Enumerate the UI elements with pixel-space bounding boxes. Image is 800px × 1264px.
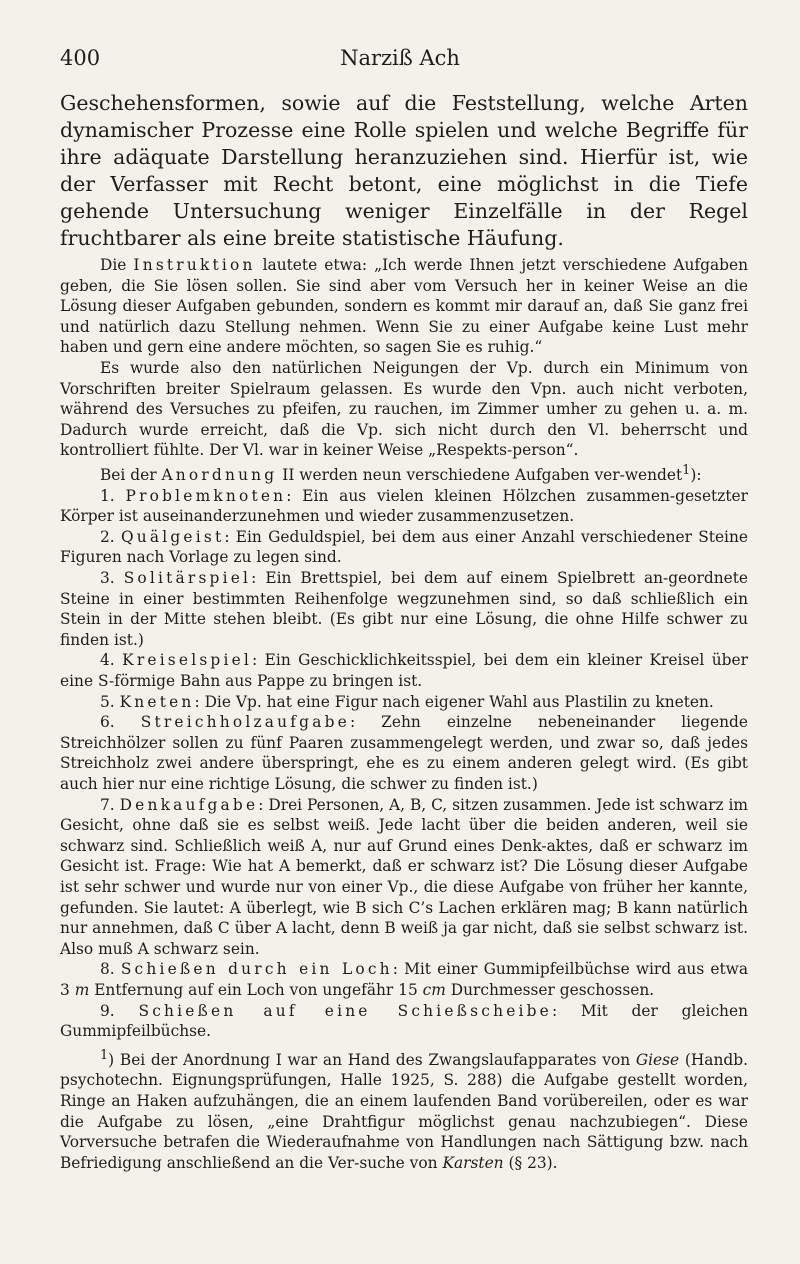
- item-text: Durchmesser geschossen.: [445, 980, 655, 999]
- list-item: [60, 650, 748, 691]
- item-number: 2.: [100, 527, 121, 546]
- spaced-term: Instruktion: [133, 256, 256, 274]
- footnote-text: ) Bei der Anordnung I war an Hand des Zwangslaufapparates von: [108, 1050, 636, 1069]
- author-name: Giese: [635, 1050, 680, 1069]
- item-text: : Zehn einzelne nebeneinander liegende Streichhölzer sollen zu fünf Paaren zusammengelegt werden, und zwar so, daß jedes Streichholz zwei andere überspringt, ehe es zu einem anderen gelegt wird. (Es gibt auch hier nur eine richtige Lösung, die schwer zu finden ist.): [60, 713, 748, 793]
- list-item: [60, 486, 748, 527]
- list-item: [60, 959, 748, 1000]
- spaced-term: Streichholzaufgabe: [140, 713, 350, 732]
- item-text: : Mit einer Gummipfeilbüchse wird aus etwa 3: [60, 960, 748, 999]
- footnote-text: (Handb. psychotechn. Eignungsprüfungen, Halle 1925, S. 288) die Aufgabe gestellt worden, Ringe an Haken aufzuhängen, die an einem laufenden Band vorübereilen, oder es war die Aufgabe zu lösen, „eine Drahtfigur möglichst genau nachzubiegen“. Diese Vorversuche betrafen die Wiederaufnahme von Handlungen nach Sättigung bzw. nach Befriedigung anschließend an die Ver-suche von: [60, 1050, 748, 1172]
- spaced-term: Schießen durch ein Loch: [120, 960, 393, 979]
- spaced-term: Solitärspiel: [123, 569, 252, 588]
- item-number: 8.: [100, 960, 121, 979]
- footnote: [60, 1046, 748, 1174]
- item-number: 3.: [100, 569, 124, 588]
- text-run: Die: [100, 256, 134, 274]
- page-number: 400: [60, 46, 101, 70]
- item-number: 7.: [100, 795, 120, 814]
- neigungen-paragraph: Es wurde also den natürlichen Neigungen der Vp. durch ein Minimum von Vorschriften breiter Spielraum gelassen. Es wurde den Vpn. auch nicht verboten, während des Versuches zu pfeifen, zu rauchen, im Zimmer umher zu gehen u. a. m. Dadurch wurde erreicht, daß die Vp. sich nicht durch den Vl. beherrscht und kontrolliert fühlte. Der Vl. war in keiner Weise „Respekts-person“.: [60, 358, 748, 460]
- footnote-reference[interactable]: 1: [682, 462, 691, 478]
- page-header: [60, 40, 740, 80]
- author-name: Karsten: [442, 1153, 504, 1172]
- unit: cm: [422, 980, 446, 999]
- anordnung-paragraph: [60, 461, 748, 486]
- spaced-term: Denkaufgabe: [119, 795, 259, 814]
- page-body: [60, 90, 748, 1173]
- text-run: II werden neun verschiedene Aufgaben ver-wendet: [277, 466, 683, 485]
- spaced-term: Schießen auf eine Schießscheibe: [138, 1001, 552, 1020]
- text-run: lautete etwa: „Ich werde Ihnen jetzt verschiedene Aufgaben geben, die Sie lösen sollen. Sie sind aber vom Versuch her in keiner Weise an die Lösung dieser Aufgaben gebunden, sondern es kommt mir darauf an, daß Sie ganz frei und natürlich dazu Stellung nehmen. Wenn Sie zu einer Aufgabe keine Lust mehr haben und gern eine andere möchten, so sagen Sie es ruhig.“: [60, 256, 748, 357]
- unit: m: [74, 980, 90, 999]
- spaced-term: Kreiselspiel: [122, 651, 253, 670]
- running-head: Narziß Ach: [340, 46, 460, 70]
- item-number: 6.: [100, 713, 141, 732]
- item-text: : Ein Brettspiel, bei dem auf einem Spielbrett an-geordnete Steine in einer bestimmten Reihenfolge wegzunehmen sind, so daß schließlich ein Stein in der Mitte stehen bleibt. (Es gibt nur eine Lösung, die ohne Hilfe schwer zu finden ist.): [60, 569, 749, 649]
- list-item: [60, 568, 748, 650]
- list-item: [60, 1001, 748, 1042]
- spaced-term: Anordnung: [161, 466, 278, 485]
- item-text: : Drei Personen, A, B, C, sitzen zusammen. Jede ist schwarz im Gesicht, ohne daß sie es selbst weiß. Jede lacht über die beiden anderen, weil sie schwarz sind. Schließlich weiß A, nur auf Grund eines Denk-aktes, daß er schwarz im Gesicht ist. Frage: Wie hat A bemerkt, daß er schwarz ist? Die Lösung dieser Aufgabe ist sehr schwer und wurde nur von einer Vp., die diese Aufgabe von früher her kannte, gefunden. Sie lautet: A überlegt, wie B sich C’s Lachen erklären mag; B kann natürlich nur annehmen, daß C über A lacht, denn B weiß ja gar nicht, daß sie selbst schwarz ist. Also muß A schwarz sein.: [60, 795, 749, 958]
- footnote-mark: 1: [100, 1047, 109, 1063]
- item-text: : Ein Geschicklichkeitsspiel, bei dem ein kleiner Kreisel über eine S-förmige Bahn aus Pappe zu bringen ist.: [60, 651, 748, 690]
- list-item: [60, 527, 748, 568]
- item-number: 9.: [100, 1001, 139, 1020]
- item-text: : Ein aus vielen kleinen Hölzchen zusammen-gesetzter Körper ist auseinanderzunehmen und wieder zusammenzusetzen.: [60, 486, 748, 526]
- item-text: : Ein Geduldspiel, bei dem aus einer Anzahl verschiedener Steine Figuren nach Vorlage zu legen sind.: [60, 527, 749, 567]
- spaced-term: Problemknoten: [125, 486, 287, 505]
- instruktion-paragraph: [60, 255, 748, 358]
- list-item: [60, 712, 748, 794]
- spaced-term: Kneten: [119, 692, 195, 711]
- text-run: ):: [690, 466, 702, 485]
- lead-paragraph: Geschehensformen, sowie auf die Feststellung, welche Arten dynamischer Prozesse eine Rolle spielen und welche Begriffe für ihre adäquate Darstellung heranzuziehen sind. Hierfür ist, wie der Verfasser mit Recht betont, eine möglichst in die Tiefe gehende Untersuchung weniger Einzelfälle in der Regel fruchtbarer als eine breite statistische Häufung.: [60, 91, 748, 250]
- text-run: Bei der: [100, 466, 162, 485]
- item-number: 5.: [100, 692, 120, 711]
- spaced-term: Quälgeist: [120, 527, 225, 546]
- item-text: Entfernung auf ein Loch von ungefähr 15: [89, 980, 423, 999]
- item-number: 1.: [100, 486, 126, 505]
- item-text: : Die Vp. hat eine Figur nach eigener Wahl aus Plastilin zu kneten.: [194, 692, 714, 711]
- footnote-text: (§ 23).: [503, 1153, 558, 1172]
- item-text: : Mit der gleichen Gummipfeilbüchse.: [60, 1001, 748, 1041]
- item-number: 4.: [100, 651, 123, 670]
- list-item: [60, 795, 748, 960]
- list-item: [60, 692, 748, 713]
